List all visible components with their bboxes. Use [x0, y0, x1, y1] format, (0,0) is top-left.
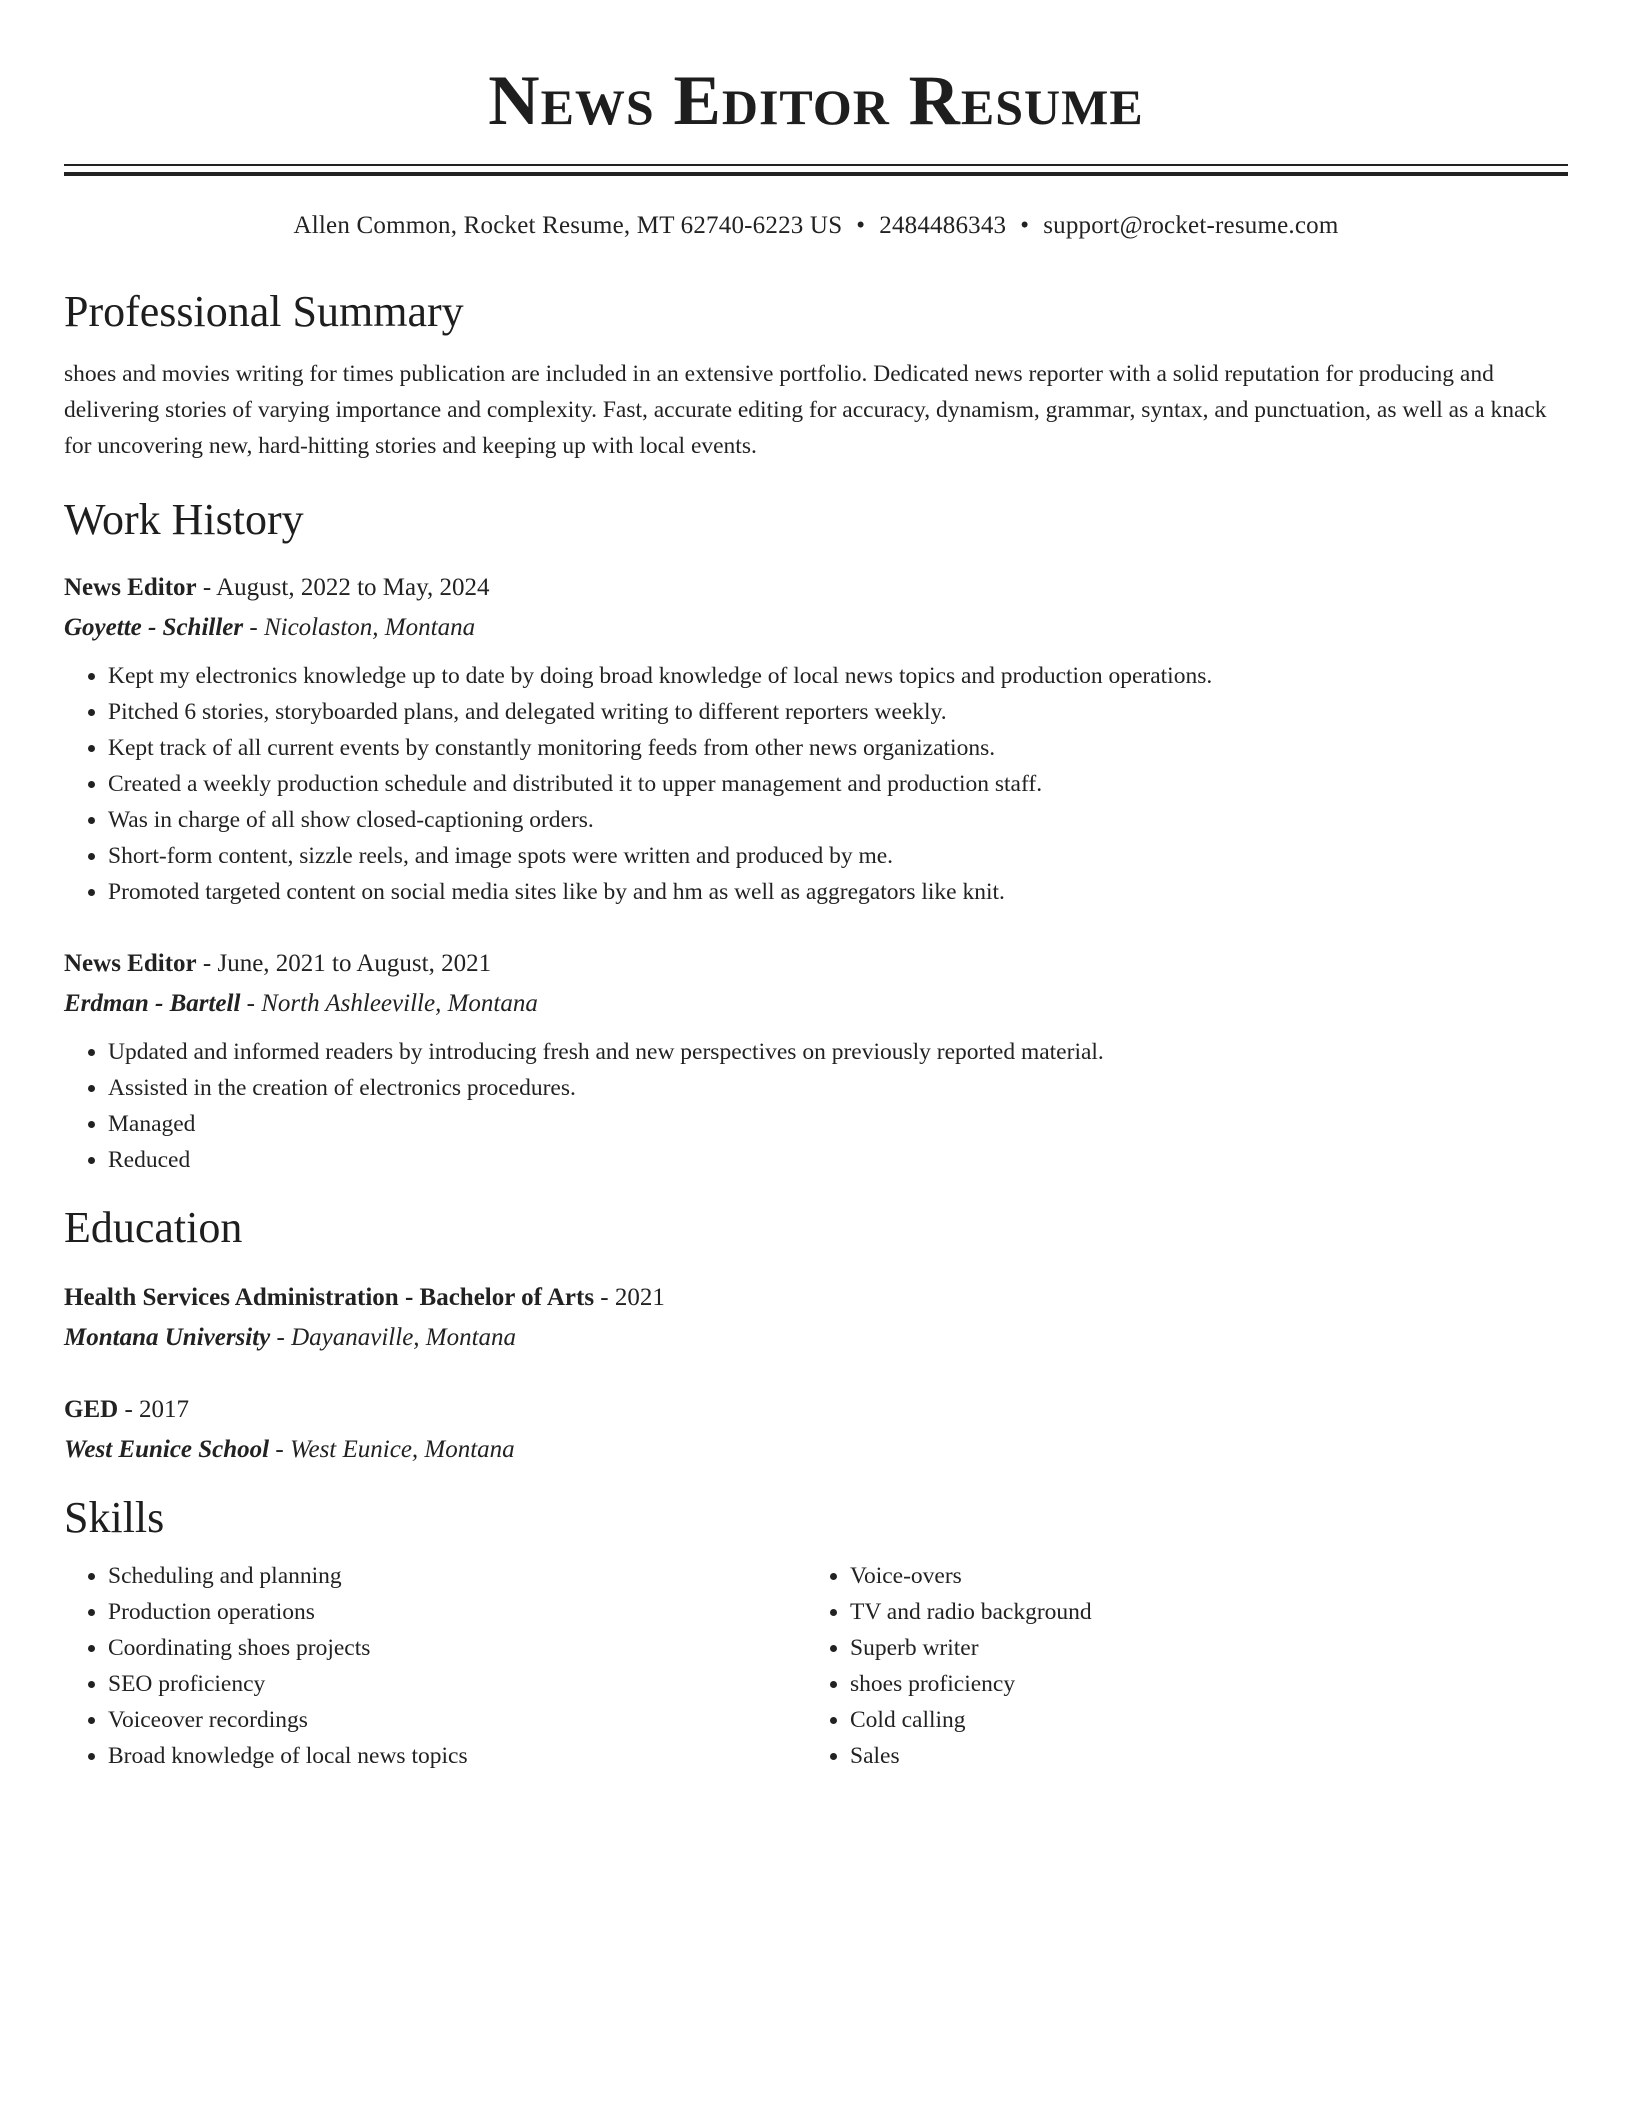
job-bullet: • Was in charge of all show closed-captioning orders. — [108, 802, 1568, 838]
skill-item: • SEO proficiency — [108, 1666, 806, 1702]
company-location: - Nicolaston, Montana — [243, 614, 476, 641]
job-bullet: • Created a weekly production schedule and distributed it to upper management and production staff. — [108, 766, 1568, 802]
job-bullet: • Updated and informed readers by introducing fresh and new perspectives on previously reported material. — [108, 1034, 1568, 1070]
contact-email[interactable]: support@rocket-resume.com — [1043, 212, 1339, 239]
resume-title: News Editor Resume — [488, 62, 1144, 140]
job-bullets — [64, 1034, 1568, 1178]
education-section — [64, 1202, 1568, 1470]
job-bullet: • Kept track of all current events by constantly monitoring feeds from other news organizations. — [108, 730, 1568, 766]
contact-separator: • — [1020, 212, 1030, 239]
skills-list-left — [64, 1558, 806, 1774]
title-divider-thin — [64, 164, 1568, 166]
degree-line — [64, 1278, 1568, 1318]
job-bullet: • Promoted targeted content on social media sites like by and hm as well as aggregators like knit. — [108, 874, 1568, 910]
job-title-line — [64, 568, 1568, 608]
contact-address: Allen Common, Rocket Resume, MT 62740-6223 US — [293, 212, 843, 239]
job-bullet: • Reduced — [108, 1142, 1568, 1178]
skill-item: • Voiceover recordings — [108, 1702, 806, 1738]
summary-text: shoes and movies writing for times publication are included in an extensive portfolio. Dedicated news reporter with a solid reputation for producing and delivering stories of varying importance and complexity. Fast, accurate editing for accuracy, dynamism, grammar, syntax, and punctuation, as well as a knack for uncovering new, hard-hitting stories and keeping up with local events. — [64, 361, 1547, 459]
skill-item: • Broad knowledge of local news topics — [108, 1738, 806, 1774]
skill-item: • Sales — [850, 1738, 1568, 1774]
work-history-heading: Work History — [64, 495, 304, 544]
skill-item: • TV and radio background — [850, 1594, 1568, 1630]
school-location: - Dayanaville, Montana — [270, 1324, 517, 1351]
company-name: Goyette - Schiller — [64, 614, 244, 641]
job-bullet: • Managed — [108, 1106, 1568, 1142]
job-title-line — [64, 944, 1568, 984]
job-dates: - August, 2022 to May, 2024 — [196, 574, 490, 601]
company-line — [64, 984, 1568, 1024]
education-entry — [64, 1278, 1568, 1358]
summary-heading: Professional Summary — [64, 287, 464, 336]
school-name: West Eunice School — [64, 1436, 270, 1463]
degree-name: GED — [64, 1396, 119, 1423]
job-title: News Editor — [64, 950, 197, 977]
work-history-section — [64, 494, 1568, 1178]
job-bullet: • Assisted in the creation of electronics procedures. — [108, 1070, 1568, 1106]
skills-list-right — [806, 1558, 1568, 1774]
school-line — [64, 1430, 1568, 1470]
school-line — [64, 1318, 1568, 1358]
summary-section — [64, 286, 1568, 464]
school-location: - West Eunice, Montana — [269, 1436, 515, 1463]
skill-item: • Coordinating shoes projects — [108, 1630, 806, 1666]
skill-item: • Production operations — [108, 1594, 806, 1630]
job-bullet: • Short-form content, sizzle reels, and image spots were written and produced by me. — [108, 838, 1568, 874]
job-bullets — [64, 658, 1568, 910]
education-entry — [64, 1390, 1568, 1470]
job-dates: - June, 2021 to August, 2021 — [196, 950, 492, 977]
skill-item: • shoes proficiency — [850, 1666, 1568, 1702]
skills-heading: Skills — [64, 1493, 165, 1542]
skill-item: • Voice-overs — [850, 1558, 1568, 1594]
contact-separator: • — [856, 212, 866, 239]
job-entry — [64, 568, 1568, 910]
title-divider-thick — [64, 172, 1568, 176]
skill-item: • Cold calling — [850, 1702, 1568, 1738]
contact-phone: 2484486343 — [879, 212, 1007, 239]
education-heading: Education — [64, 1203, 243, 1252]
job-bullet: • Kept my electronics knowledge up to date by doing broad knowledge of local news topics and production operations. — [108, 658, 1568, 694]
job-entry — [64, 944, 1568, 1178]
degree-name: Health Services Administration - Bachelor of Arts — [64, 1284, 595, 1311]
company-line — [64, 608, 1568, 648]
school-name: Montana University — [64, 1324, 271, 1351]
skill-item: • Scheduling and planning — [108, 1558, 806, 1594]
skills-columns — [64, 1558, 1568, 1774]
contact-line — [64, 210, 1568, 242]
degree-year: - 2017 — [118, 1396, 190, 1423]
degree-year: - 2021 — [594, 1284, 665, 1311]
company-location: - North Ashleeville, Montana — [240, 990, 538, 1017]
job-bullet: • Pitched 6 stories, storyboarded plans, and delegated writing to different reporters weekly. — [108, 694, 1568, 730]
company-name: Erdman - Bartell — [64, 990, 241, 1017]
degree-line — [64, 1390, 1568, 1430]
job-title: News Editor — [64, 574, 197, 601]
skills-section — [64, 1492, 1568, 1774]
skill-item: • Superb writer — [850, 1630, 1568, 1666]
